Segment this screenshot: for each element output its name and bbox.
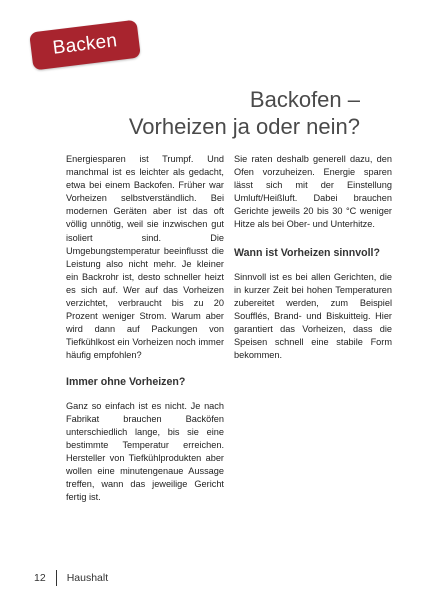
- page-footer: [34, 570, 108, 586]
- intro-paragraph: Energiesparen ist Trumpf. Und manchmal ist es leichter als gedacht, etwa bei einem Backofen. Früher war Vorheizen selbstverständlich. Bei modernen Geräten aber ist das oft völlig unnötig, weil sie inzwischen gut isoliert sind. Die Umgebungstemperatur beeinflusst die Leistung also nicht mehr. Je kleiner ein Backrohr ist, desto schneller heizt es sich auf. Wer auf das Vorheizen verzichtet, verbraucht bis zu 20 Prozent weniger Strom. Warum aber wird dann auf Packungen von Tiefkühlkost ein Vorheizen noch immer häufig empfohlen?: [66, 154, 224, 361]
- body-paragraph: Sinnvoll ist es bei allen Gerichten, die in kurzer Zeit bei hohen Temperaturen zubereitet werden, zum Beispiel Soufflés, Brand- und Biskuitteig. Hier garantiert das Vorheizen, dass die Speisen schnell eine stabile Form bekommen.: [234, 271, 392, 361]
- body-paragraph: Ganz so einfach ist es nicht. Je nach Fabrikat brauchen Backöfen unterschiedlich lange, bis sie eine bestimmte Temperatur erreichen. Hersteller von Tiefkühlprodukten aber wollen eine minutengenaue Aussage treffen, wann das jeweilige Gericht fertig ist.: [66, 400, 224, 503]
- section-tag-label: Backen: [51, 30, 119, 59]
- section-tag: [29, 20, 141, 71]
- body-paragraph: Sie raten deshalb generell dazu, den Ofen vorzuheizen. Energie sparen lässt sich mit der Einstellung Umluft/Heißluft. Dabei brauchen Gerichte jeweils 20 bis 30 °C weniger Hitze als bei Ober- und Unterhitze.: [234, 154, 392, 230]
- article-title: [60, 86, 360, 140]
- left-column: [66, 153, 224, 504]
- subheading-immer-ohne-vorheizen: Immer ohne Vorheizen?: [66, 375, 186, 388]
- right-column: [234, 153, 392, 362]
- title-line-1: Backofen –: [249, 87, 360, 112]
- footer-section-label: Haushalt: [66, 572, 109, 584]
- title-line-2: Vorheizen ja oder nein?: [128, 114, 360, 139]
- page-number: 12: [34, 572, 46, 584]
- subheading-wann-ist-vorheizen-sinnvoll: Wann ist Vorheizen sinnvoll?: [234, 246, 380, 259]
- footer-divider: [56, 570, 57, 586]
